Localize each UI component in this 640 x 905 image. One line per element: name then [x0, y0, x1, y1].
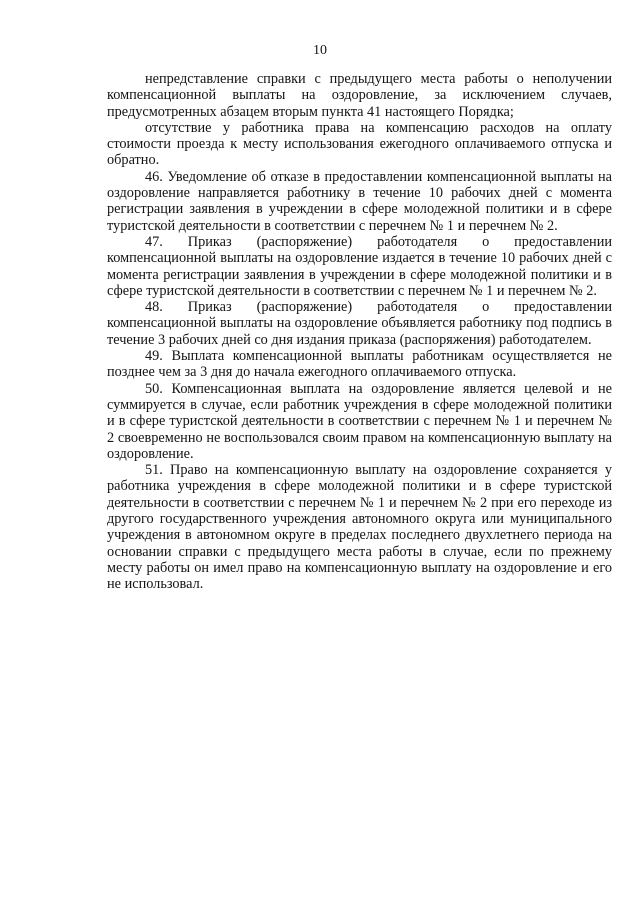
page-number: 10 — [313, 43, 327, 58]
paragraph-51: 51. Право на компенсационную выплату на оздоровление сохраняется у работника учреждения в сфере молодежной политики и в сфере туристской деятельности в соответствии с перечнем № 1 и перечнем № 2 при его переходе из другого государственного учреждения автономного округа или муниципального учреждения в автономном округе в пределах последнего двухлетнего периода на основании справки с предыдущего места работы в случае, если по прежнему месту работы он имел право на компенсационную выплату на оздоровление и его не использовал. — [107, 462, 612, 593]
document-body — [107, 71, 612, 593]
paragraph-refusal-reason-certificate: непредставление справки с предыдущего места работы о неполучении компенсационной выплаты на оздоровление, за исключением случаев, предусмотренных абзацем вторым пункта 41 настоящего Порядка; — [107, 71, 612, 120]
paragraph-47: 47. Приказ (распоряжение) работодателя о предоставлении компенсационной выплаты на оздоровление издается в течение 10 рабочих дней с момента регистрации заявления в учреждении в сфере молодежной политики и в сфере туристской деятельности в соответствии с перечнем № 1 и перечнем № 2. — [107, 233, 612, 299]
paragraph-refusal-reason-travel: отсутствие у работника права на компенсацию расходов на оплату стоимости проезда к месту использования ежегодного оплачиваемого отпуска и обратно. — [107, 119, 612, 169]
paragraph-48: 48. Приказ (распоряжение) работодателя о предоставлении компенсационной выплаты на оздоровление объявляется работнику под подпись в течение 3 рабочих дней со дня издания приказа (распоряжения) работодателем. — [107, 299, 612, 348]
paragraph-49: 49. Выплата компенсационной выплаты работникам осуществляется не позднее чем за 3 дня до начала ежегодного оплачиваемого отпуска. — [107, 348, 612, 381]
paragraph-50: 50. Компенсационная выплата на оздоровление является целевой и не суммируется в случае, если работник учреждения в сфере молодежной политики и в сфере туристской деятельности в соответствии с перечнем № 1 и перечнем № 2 своевременно не воспользовался своим правом на компенсационную выплату на оздоровление. — [107, 380, 612, 462]
paragraph-46: 46. Уведомление об отказе в предоставлении компенсационной выплаты на оздоровление направляется работнику в течение 10 рабочих дней с момента регистрации заявления в учреждении в сфере молодежной политики и в сфере туристской деятельности в соответствии с перечнем № 1 и перечнем № 2. — [107, 168, 612, 234]
